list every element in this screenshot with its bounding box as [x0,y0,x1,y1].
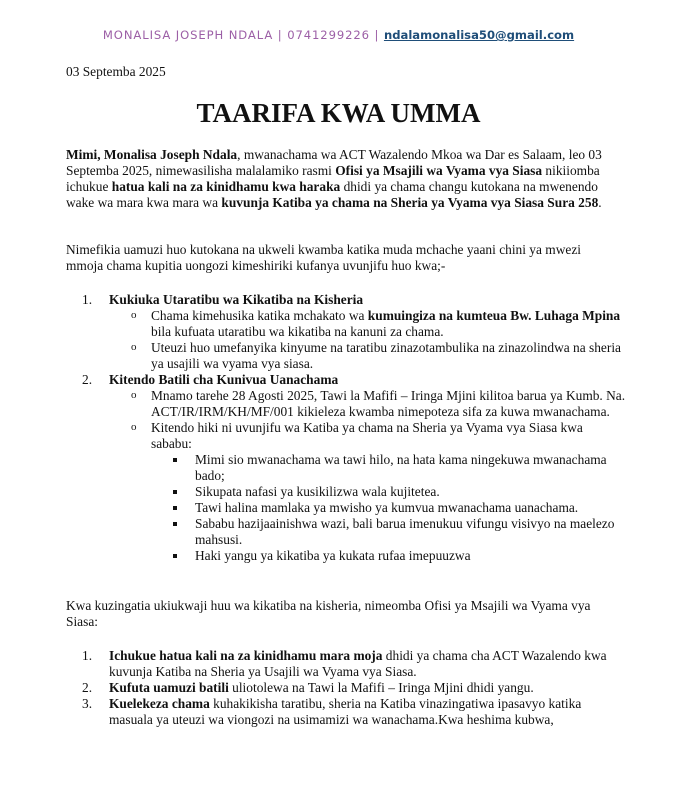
list-number: 1. [82,292,93,307]
text: kuhakikisha taratibu, sheria na Katiba vinazingatiwa ipasavyo katika masuala ya uteuzi wa viongozi na usimamizi wa wanachama.Kwa heshima kubwa, [109,696,582,727]
text: uliotolewa na Tawi la Mafifi – Iringa Mjini dhidi yangu. [228,680,534,695]
circle-bullet-icon: o [131,421,137,433]
list-number: 3. [82,696,93,711]
document-date: 03 Septemba 2025 [66,64,166,79]
context-paragraph: Nimefikia uamuzi huo kutokana na ukweli kwamba katika muda mchache yaani chini ya mwezi mmoja chama kupitia uongozi kimeshiriki kufanya uvunjifu huo kwa;- [66,242,581,273]
square-bullet-icon [173,458,177,462]
square-bullet-icon [173,522,177,526]
separator: | [273,28,288,42]
letterhead [0,27,677,43]
request-paragraph: Kwa kuzingatia ukiukwaji huu wa kikatiba na kisheria, nimeomba Ofisi ya Msajili wa Vyama vya Siasa: [66,598,591,629]
sub-list [109,388,626,564]
square-bullet-icon [173,506,177,510]
bold-text: Kufuta uamuzi batili [109,680,229,695]
bold-text: Mimi, Monalisa Joseph Ndala [66,147,238,162]
text: Mnamo tarehe 28 Agosti 2025, Tawi la Mafifi – Iringa Mjini kilitoa barua ya Kumb. Na. ACT/IR/IRM/KH/MF/001 kikieleza kwamba nimepoteza sifa za kuwa mwanachama. [151,388,626,419]
bold-text: Ichukue hatua kali na za kinidhamu mara moja [109,648,383,663]
requests-list [66,648,626,728]
text: . [598,195,602,210]
sub-list-item [109,340,626,372]
circle-bullet-icon: o [131,389,137,401]
text: Mimi sio mwanachama wa tawi hilo, na hata kama ningekuwa mwanachama bado; [195,452,607,483]
list-number: 1. [82,648,93,663]
square-bullet-icon [173,490,177,494]
sub-list-item [109,420,626,564]
list-number: 2. [82,680,93,695]
intro-paragraph [66,147,616,211]
text: Tawi halina mamlaka ya mwisho ya kumvua mwanachama uanachama. [195,500,579,515]
reason-item [151,452,626,484]
phone-number: 0741299226 [287,28,370,42]
text: Sababu hazijaainishwa wazi, bali barua imenukuu vifungu visivyo na maelezo mahsusi. [195,516,615,547]
reason-item [151,548,626,564]
bold-text: kuvunja Katiba ya chama na Sheria ya Vyama vya Siasa Sura 258 [221,195,599,210]
list-number: 2. [82,372,93,387]
document-title: TAARIFA KWA UMMA [196,98,481,128]
list-item [66,648,626,680]
text: Haki yangu ya kikatiba ya kukata rufaa imepuuzwa [195,548,471,563]
bold-text: Ofisi ya Msajili wa Vyama vya Siasa [335,163,543,178]
reason-item [151,500,626,516]
list-heading: Kukiuka Utaratibu wa Kikatiba na Kisheria [109,292,364,307]
sub-list-item [109,308,626,340]
circle-bullet-icon: o [131,309,137,321]
list-item [66,696,626,728]
text: dhidi ya chama cha ACT Wazalendo kwa kuvunja Katiba na Sheria ya Usajili wa Vyama vya Siasa. [109,648,607,679]
circle-bullet-icon: o [131,341,137,353]
email-link[interactable]: ndalamonalisa50@gmail.com [383,28,575,42]
square-bullet-icon [173,554,177,558]
violations-list [66,292,626,564]
list-item [66,680,626,696]
text: , mwanachama wa ACT Wazalendo Mkoa wa Dar es Salaam, leo 03 Septemba 2025, nimewasilisha malalamiko rasmi [66,147,602,178]
text: nikiiomba ichukue [66,163,600,194]
reason-item [151,484,626,500]
text: Kitendo hiki ni uvunjifu wa Katiba ya chama na Sheria ya Vyama vya Siasa kwa sababu: [151,420,583,451]
reasons-list [151,452,626,564]
separator: | [369,28,384,42]
author-name: MONALISA JOSEPH NDALA [102,28,274,42]
list-heading: Kitendo Batili cha Kunivua Uanachama [109,372,339,387]
text: Chama kimehusika katika mchakato wa [151,308,368,323]
text: dhidi ya chama changu kutokana na mwenendo wake wa mara kwa mara wa [66,179,598,210]
text: Sikupata nafasi ya kusikilizwa wala kujitetea. [195,484,440,499]
text: Uteuzi huo umefanyika kinyume na taratibu zinazotambulika na zinazolindwa na sheria ya usajili wa vyama vya siasa. [151,340,621,371]
sub-list-item [109,388,626,420]
bold-text: Kuelekeza chama [109,696,210,711]
sub-list [109,308,626,372]
bold-text: kumuingiza na kumteua Bw. Luhaga Mpina [367,308,621,323]
list-item [66,372,626,564]
bold-text: hatua kali na za kinidhamu kwa haraka [111,179,341,194]
list-item [66,292,626,372]
text: bila kufuata utaratibu wa kikatiba na kanuni za chama. [151,324,444,339]
reason-item [151,516,626,548]
